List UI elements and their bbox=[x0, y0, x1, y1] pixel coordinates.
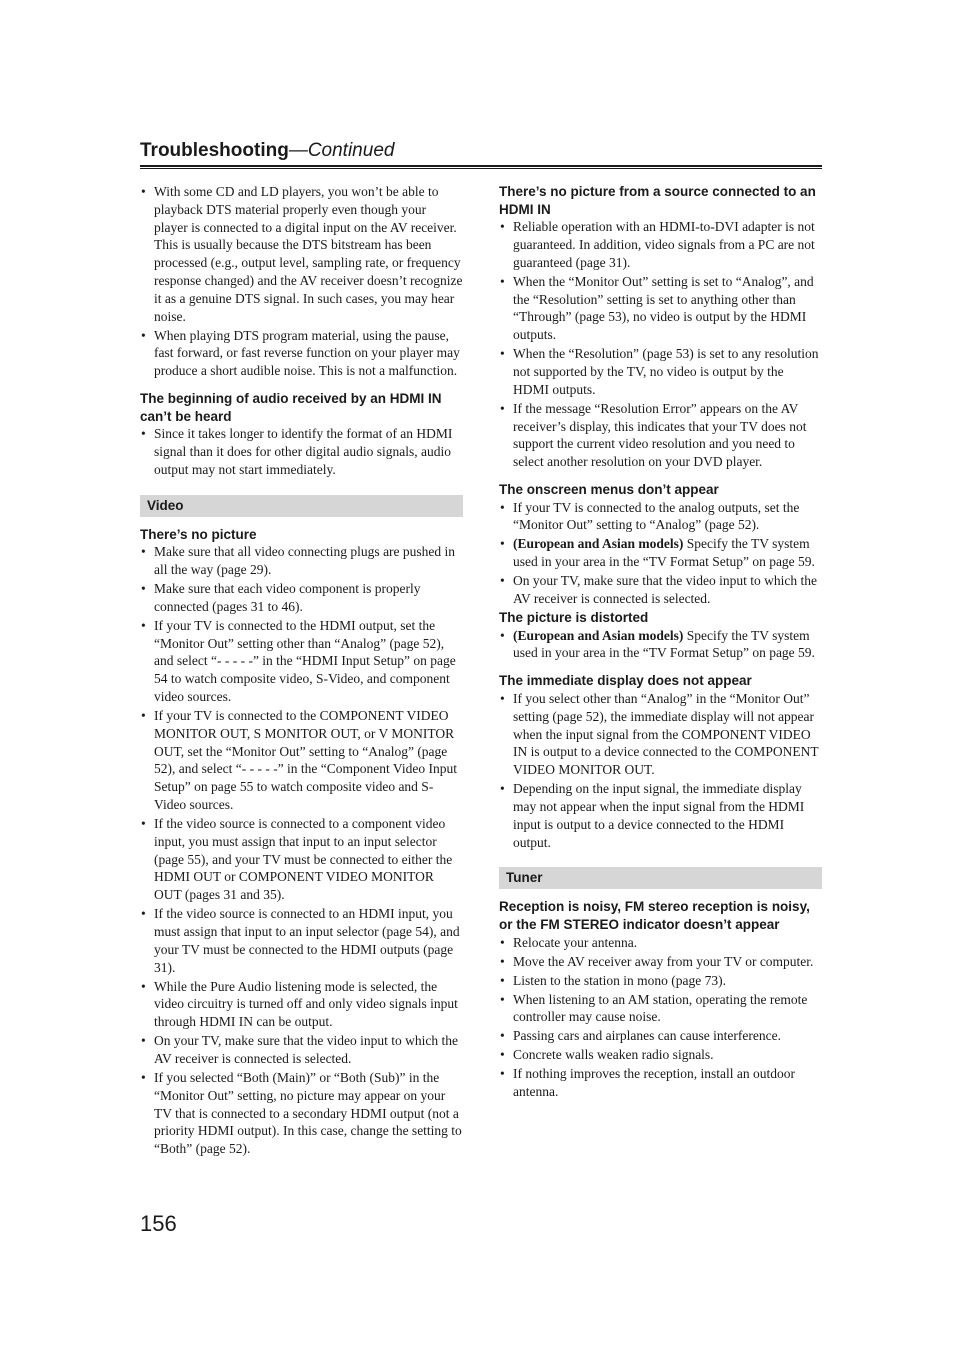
list-item: • Reliable operation with an HDMI-to-DVI adapter is not guaranteed. In addition, video signals from a PC are not guaranteed (page 31). bbox=[499, 218, 822, 271]
list-item bbox=[499, 627, 822, 663]
immediate-display-list bbox=[499, 690, 822, 851]
list-item: • While the Pure Audio listening mode is selected, the video circuitry is turned off and only video signals input through HDMI IN can be output. bbox=[140, 978, 463, 1031]
list-item bbox=[499, 535, 822, 571]
video-section-header: Video bbox=[140, 495, 463, 517]
item-text: Specify the TV system used in your area in the “TV Format Setup” on page 59. bbox=[513, 536, 815, 570]
list-item: • If you select other than “Analog” in the “Monitor Out” setting (page 52), the immediate display will not appear when the input signal from the COMPONENT VIDEO IN is output to a device connected to the COMPONENT VIDEO MONITOR OUT. bbox=[499, 690, 822, 779]
list-item: • If nothing improves the reception, install an outdoor antenna. bbox=[499, 1065, 822, 1101]
list-item: • If the video source is connected to an HDMI input, you must assign that input to an input selector (page 54), and your TV must be connected to the HDMI outputs (page 31). bbox=[140, 905, 463, 976]
list-item: • If the message “Resolution Error” appears on the AV receiver’s display, this indicates that your TV does not support the current video resolution and you need to select another resolution on your DVD player. bbox=[499, 400, 822, 471]
intro-list bbox=[140, 183, 463, 380]
item-text: Specify the TV system used in your area in the “TV Format Setup” on page 59. bbox=[513, 627, 815, 661]
list-item: • Make sure that each video component is properly connected (pages 31 to 46). bbox=[140, 580, 463, 616]
list-item: • Move the AV receiver away from your TV or computer. bbox=[499, 953, 822, 971]
list-item: • Since it takes longer to identify the format of an HDMI signal than it does for other digital audio signals, audio output may not start immediately. bbox=[140, 425, 463, 478]
list-item: • If your TV is connected to the HDMI output, set the “Monitor Out” setting other than “Analog” (page 52), and select “- - - - -” in the “HDMI Input Setup” on page 54 to watch composite video, S-Video, and component video sources. bbox=[140, 617, 463, 706]
onscreen-list bbox=[499, 499, 822, 608]
tuner-section-header: Tuner bbox=[499, 867, 822, 889]
list-item: • On your TV, make sure that the video input to which the AV receiver is connected is selected. bbox=[499, 572, 822, 608]
list-item: • Relocate your antenna. bbox=[499, 934, 822, 952]
distorted-list bbox=[499, 627, 822, 663]
list-item: • When the “Resolution” (page 53) is set to any resolution not supported by the TV, no video is output by the HDMI outputs. bbox=[499, 345, 822, 398]
list-item: • When the “Monitor Out” setting is set to “Analog”, and the “Resolution” setting is set to anything other than “Through” (page 53), no video is output by the HDMI outputs. bbox=[499, 273, 822, 344]
list-item: • Depending on the input signal, the immediate display may not appear when the input signal from the HDMI input is output to a device connected to the HDMI output. bbox=[499, 780, 822, 851]
list-item: • With some CD and LD players, you won’t be able to playback DTS material properly even though your player is connected to a digital input on the AV receiver. This is usually because the DTS bitstream has been processed (e.g., output level, sampling rate, or frequency response changed) and the AV receiver doesn’t recognize it as a genuine DTS signal. In such cases, you may hear noise. bbox=[140, 183, 463, 325]
list-item: • When listening to an AM station, operating the remote controller may cause noise. bbox=[499, 991, 822, 1027]
reception-list bbox=[499, 934, 822, 1101]
no-picture-list bbox=[140, 543, 463, 1158]
onscreen-heading: The onscreen menus don’t appear bbox=[499, 482, 719, 498]
hdmi-audio-heading: The beginning of audio received by an HDMI IN can’t be heard bbox=[140, 391, 442, 424]
right-column bbox=[499, 183, 822, 1102]
header-continued: —Continued bbox=[288, 140, 395, 161]
list-item: • If your TV is connected to the COMPONENT VIDEO MONITOR OUT, S MONITOR OUT, or V MONITOR OUT, set the “Monitor Out” setting to “Analog” (page 52), and select “- - - - -” in the “Component Video Input Setup” on page 55 to watch composite video and S-Video sources. bbox=[140, 707, 463, 814]
list-item: • If the video source is connected to a component video input, you must assign that input to an input selector (page 55), and your TV must be connected to either the HDMI OUT or COMPONENT VIDEO MONITOR OUT (pages 31 and 35). bbox=[140, 815, 463, 904]
list-item: • If you selected “Both (Main)” or “Both (Sub)” in the “Monitor Out” setting, no picture may appear on your TV that is connected to a secondary HDMI output (not a priority HDMI output). In this case, change the setting to “Both” (page 52). bbox=[140, 1069, 463, 1158]
list-item: • On your TV, make sure that the video input to which the AV receiver is connected is selected. bbox=[140, 1032, 463, 1068]
header-title: Troubleshooting bbox=[140, 140, 289, 161]
hdmi-source-list bbox=[499, 218, 822, 471]
list-item: • When playing DTS program material, using the pause, fast forward, or fast reverse function on your player may produce a short audible noise. This is not a malfunction. bbox=[140, 327, 463, 380]
list-item: • Concrete walls weaken radio signals. bbox=[499, 1046, 822, 1064]
no-picture-heading: There’s no picture bbox=[140, 526, 257, 542]
model-note: (European and Asian models) bbox=[513, 627, 684, 643]
page-header bbox=[140, 139, 822, 163]
header-rule bbox=[140, 165, 822, 169]
list-item: • Listen to the station in mono (page 73). bbox=[499, 972, 822, 990]
list-item: • If your TV is connected to the analog outputs, set the “Monitor Out” setting to “Analog” (page 52). bbox=[499, 499, 822, 535]
immediate-display-heading: The immediate display does not appear bbox=[499, 673, 752, 689]
list-item: • Make sure that all video connecting plugs are pushed in all the way (page 29). bbox=[140, 543, 463, 579]
page-number: 156 bbox=[140, 1211, 177, 1236]
list-item: • Passing cars and airplanes can cause interference. bbox=[499, 1027, 822, 1045]
reception-heading: Reception is noisy, FM stereo reception is noisy, or the FM STEREO indicator doesn’t appear bbox=[499, 899, 810, 932]
hdmi-source-heading: There’s no picture from a source connected to an HDMI IN bbox=[499, 184, 816, 217]
hdmi-audio-list bbox=[140, 425, 463, 478]
left-column bbox=[140, 183, 463, 1159]
distorted-heading: The picture is distorted bbox=[499, 610, 649, 626]
model-note: (European and Asian models) bbox=[513, 536, 684, 552]
